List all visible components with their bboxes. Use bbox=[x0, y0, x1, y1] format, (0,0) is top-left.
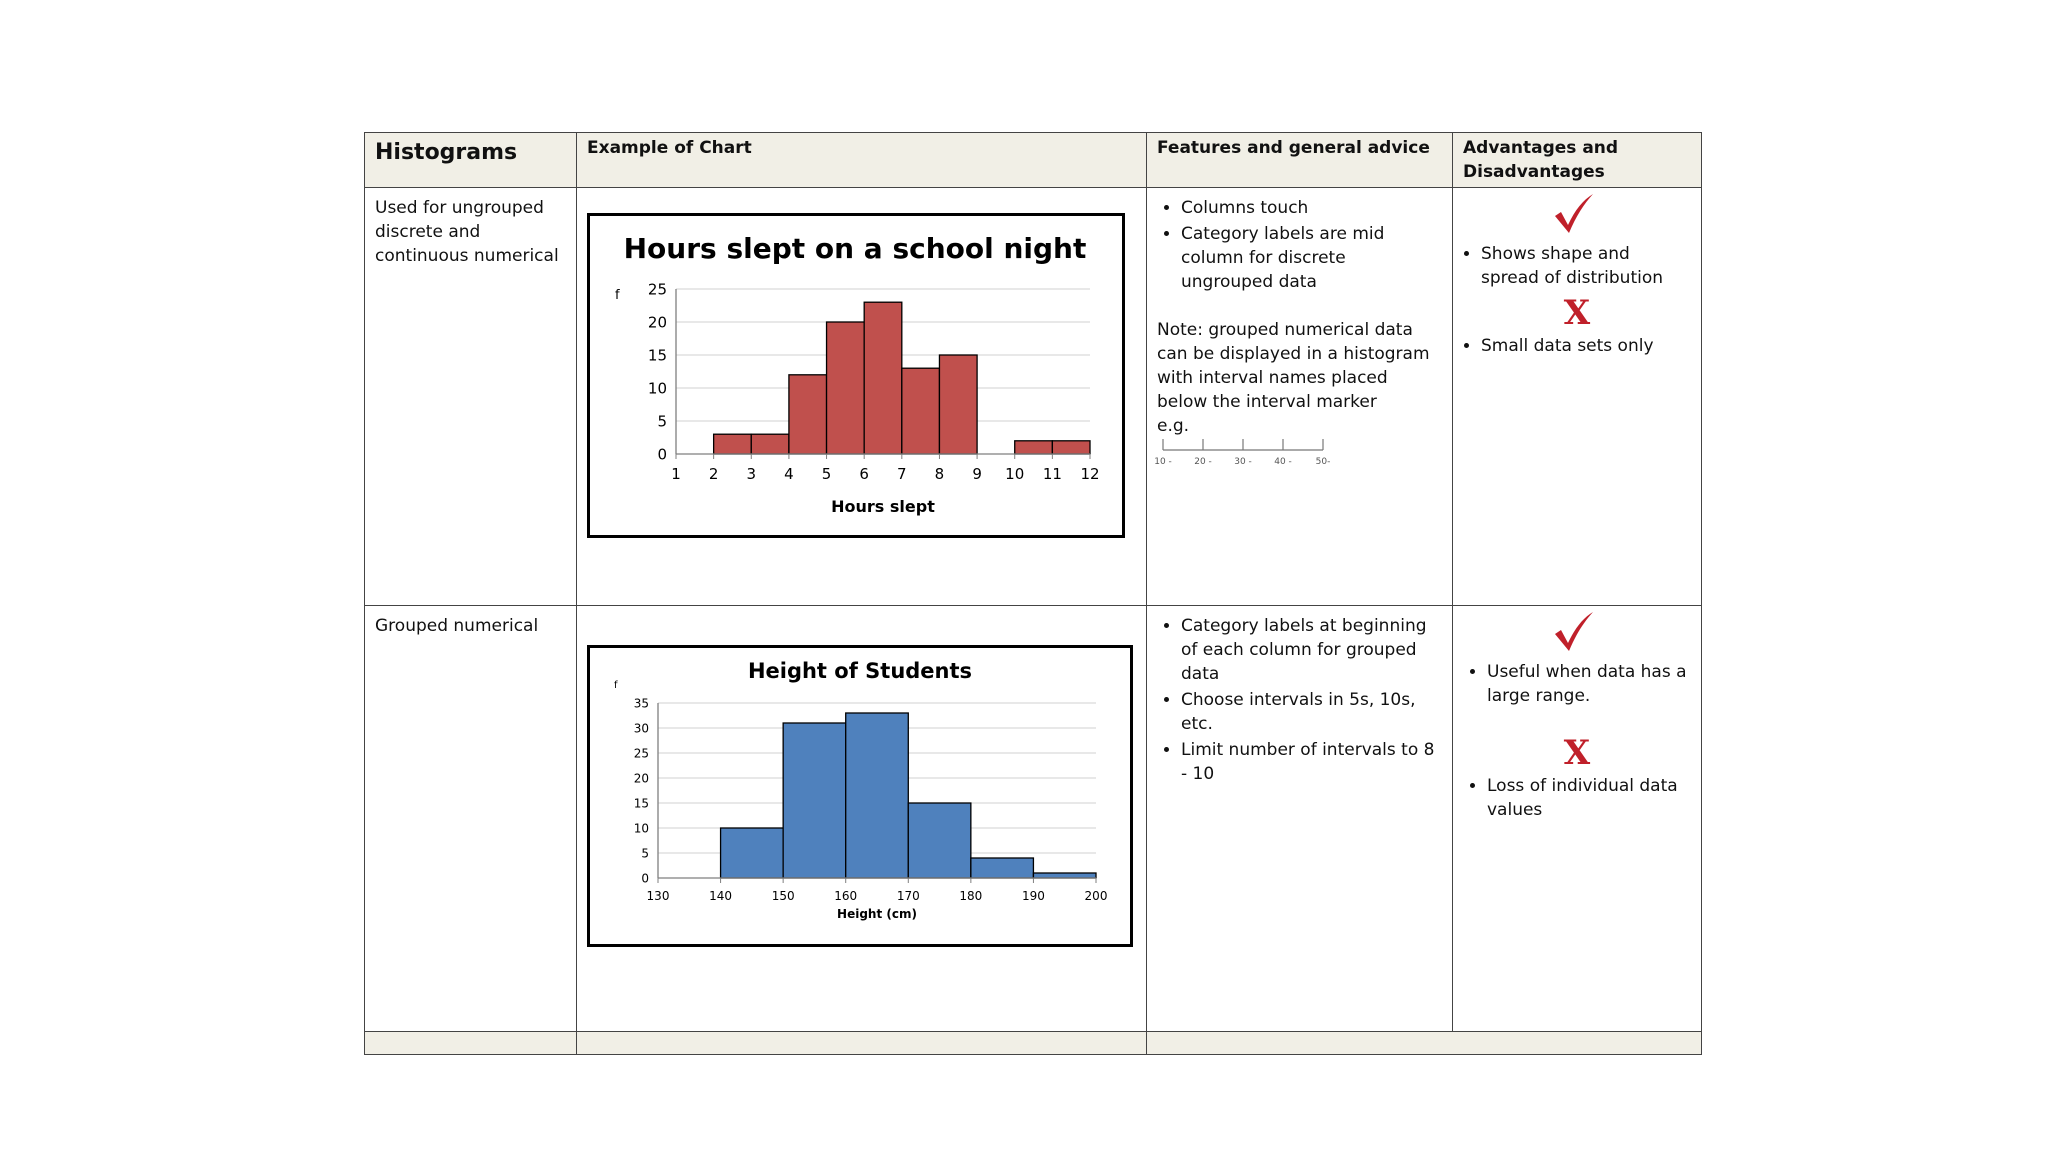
y-tick-label: 25 bbox=[633, 746, 649, 761]
header-features-advice: Features and general advice bbox=[1147, 133, 1453, 188]
x-tick-label: 6 bbox=[859, 465, 869, 483]
x-tick-label: 12 bbox=[1080, 465, 1100, 483]
y-tick-label: 30 bbox=[633, 721, 649, 736]
chart-cell bbox=[577, 188, 1147, 606]
chart-title: Height of Students bbox=[747, 659, 973, 683]
x-tick-label: 5 bbox=[821, 465, 832, 483]
histogram-bar bbox=[1052, 441, 1090, 454]
footer-cell bbox=[577, 1032, 1147, 1055]
x-tick-label: 11 bbox=[1042, 465, 1062, 483]
header-example-of-chart: Example of Chart bbox=[577, 133, 1147, 188]
x-tick-label: 10 bbox=[1005, 465, 1025, 483]
y-tick-label: 15 bbox=[647, 346, 667, 365]
table-header-row bbox=[365, 133, 1702, 188]
histogram-bar bbox=[751, 434, 789, 454]
list-item: • Limit number of intervals to 8 - 10 bbox=[1181, 738, 1442, 786]
footer-cell bbox=[365, 1032, 577, 1055]
features-list bbox=[1157, 196, 1442, 294]
interval-tick-label: 10 - bbox=[1154, 457, 1172, 467]
x-tick-label: 1 bbox=[671, 465, 681, 483]
x-tick-label: 130 bbox=[646, 889, 670, 903]
histogram-bar bbox=[846, 713, 909, 878]
list-item: • Columns touch bbox=[1181, 196, 1442, 220]
advantages-cell bbox=[1453, 188, 1702, 606]
x-tick-label: 140 bbox=[709, 889, 733, 903]
footer-cell bbox=[1147, 1032, 1702, 1055]
x-tick-label: 160 bbox=[834, 889, 858, 903]
chart-height-of-students bbox=[590, 648, 1129, 943]
histogram-bar bbox=[1033, 873, 1096, 878]
use-case-cell: Used for ungrouped discrete and continuous numerical bbox=[365, 188, 577, 606]
table-title: Histograms bbox=[365, 133, 577, 188]
list-item: • Shows shape and spread of distribution bbox=[1481, 242, 1691, 290]
x-axis-label: Hours slept bbox=[831, 497, 935, 516]
example-label: e.g. bbox=[1157, 416, 1190, 436]
x-tick-label: 190 bbox=[1021, 889, 1045, 903]
x-mark-icon: X bbox=[1563, 733, 1591, 773]
interval-tick-label: 40 - bbox=[1274, 457, 1292, 467]
histogram-bar bbox=[1015, 441, 1053, 454]
check-mark-icon bbox=[1463, 196, 1691, 242]
x-tick-label: 9 bbox=[972, 465, 982, 483]
chart-cell bbox=[577, 606, 1147, 1032]
features-cell bbox=[1147, 188, 1453, 606]
x-tick-label: 200 bbox=[1084, 889, 1108, 903]
advantages-list bbox=[1463, 660, 1691, 708]
y-tick-label: 10 bbox=[647, 379, 667, 398]
y-tick-label: 5 bbox=[657, 412, 667, 431]
chart-frame bbox=[587, 645, 1133, 947]
y-tick-label: 5 bbox=[641, 846, 649, 861]
histogram-bar bbox=[902, 368, 940, 454]
histogram-bar bbox=[721, 828, 784, 878]
x-tick-label: 2 bbox=[708, 465, 719, 483]
x-axis-label: Height (cm) bbox=[837, 907, 917, 921]
y-tick-label: 15 bbox=[633, 796, 649, 811]
features-cell bbox=[1147, 606, 1453, 1032]
y-tick-label: 10 bbox=[633, 821, 649, 836]
advantages-cell bbox=[1453, 606, 1702, 1032]
y-tick-label: 0 bbox=[657, 445, 667, 464]
list-item: • Choose intervals in 5s, 10s, etc. bbox=[1181, 688, 1442, 736]
list-item: • Category labels at beginning of each column for grouped data bbox=[1181, 614, 1442, 686]
check-mark-icon bbox=[1463, 614, 1691, 660]
x-tick-label: 170 bbox=[896, 889, 920, 903]
x-tick-label: 3 bbox=[746, 465, 757, 483]
histogram-bar bbox=[783, 723, 846, 878]
disadvantages-list bbox=[1463, 334, 1691, 358]
y-axis-label: f bbox=[614, 680, 618, 691]
list-item: • Small data sets only bbox=[1481, 334, 1691, 358]
interval-tick-label: 20 - bbox=[1194, 457, 1212, 467]
chart-hours-slept bbox=[590, 216, 1121, 534]
list-item: • Useful when data has a large range. bbox=[1487, 660, 1691, 708]
y-axis-label: f bbox=[615, 288, 620, 303]
table-row bbox=[365, 606, 1702, 1032]
y-tick-label: 0 bbox=[641, 871, 649, 886]
header-advantages-disadvantages: Advantages and Disadvantages bbox=[1453, 133, 1702, 188]
list-item: • Loss of individual data values bbox=[1487, 774, 1691, 822]
use-case-cell: Grouped numerical bbox=[365, 606, 577, 1032]
x-tick-label: 4 bbox=[784, 465, 794, 483]
y-tick-label: 20 bbox=[647, 313, 667, 332]
chart-frame bbox=[587, 213, 1125, 538]
advantages-list bbox=[1463, 242, 1691, 290]
features-list bbox=[1157, 614, 1442, 786]
histogram-bar bbox=[864, 302, 902, 454]
interval-tick-label: 30 - bbox=[1234, 457, 1252, 467]
chart-title: Hours slept on a school night bbox=[623, 232, 1087, 265]
grouped-data-note: Note: grouped numerical data can be displayed in a histogram with interval names placed below the interval marker bbox=[1157, 320, 1430, 412]
histogram-bar bbox=[971, 858, 1034, 878]
histogram-bar bbox=[789, 375, 827, 454]
table-row bbox=[365, 188, 1702, 606]
x-tick-label: 150 bbox=[771, 889, 795, 903]
table-footer-row bbox=[365, 1032, 1702, 1055]
y-tick-label: 20 bbox=[633, 771, 649, 786]
histogram-bar bbox=[827, 322, 865, 454]
y-tick-label: 35 bbox=[633, 696, 649, 711]
disadvantages-list bbox=[1463, 774, 1691, 822]
list-item: • Category labels are mid column for discrete ungrouped data bbox=[1181, 222, 1442, 294]
interval-tick-label: 50- bbox=[1315, 457, 1331, 467]
histogram-bar bbox=[908, 803, 971, 878]
histogram-bar bbox=[714, 434, 752, 454]
interval-marker-example bbox=[1154, 438, 1337, 472]
histogram-info-table bbox=[364, 132, 1702, 1055]
histogram-bar bbox=[939, 355, 977, 454]
x-tick-label: 7 bbox=[897, 465, 907, 483]
y-tick-label: 25 bbox=[647, 280, 667, 299]
x-tick-label: 8 bbox=[934, 465, 945, 483]
x-tick-label: 180 bbox=[959, 889, 983, 903]
x-mark-icon: X bbox=[1563, 293, 1591, 333]
